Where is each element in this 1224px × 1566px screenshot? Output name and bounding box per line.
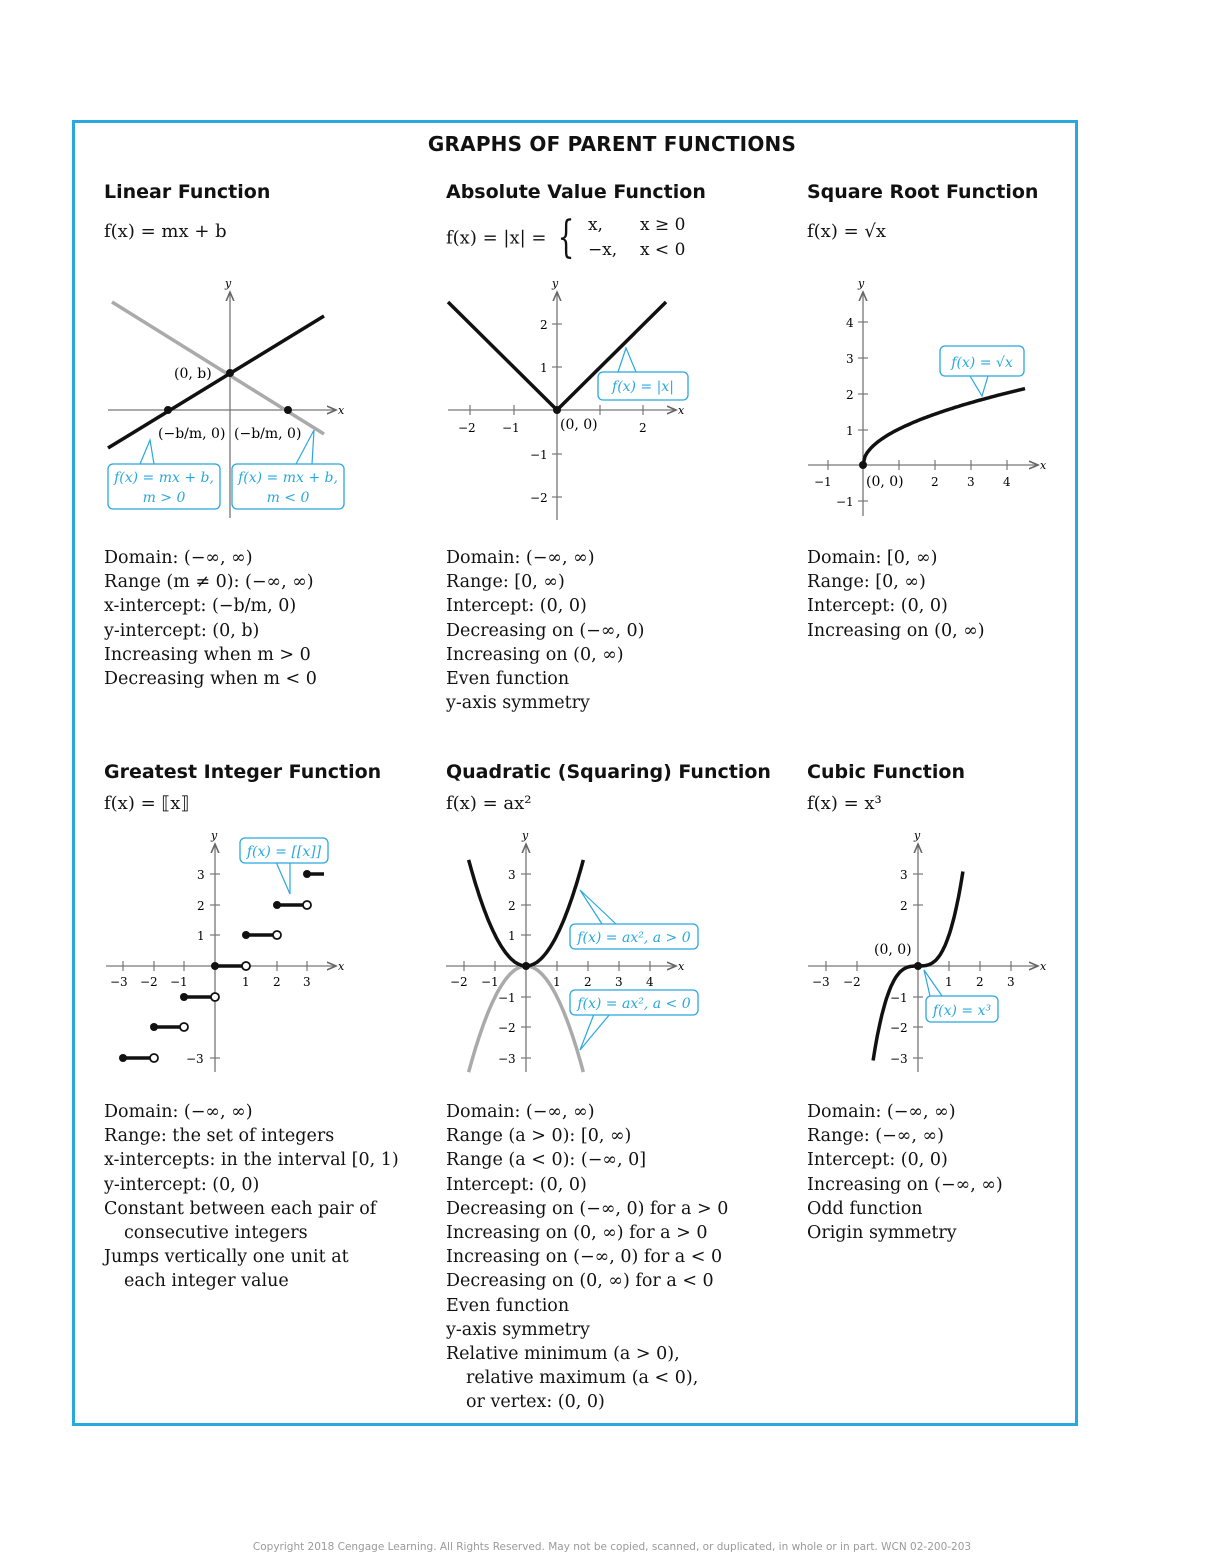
quadratic-prop: Intercept: (0, 0) (446, 1174, 587, 1195)
sqrt-tick-y: 3 (846, 352, 854, 366)
greatest-prop: Constant between each pair of (104, 1198, 377, 1219)
sqrt-formula: f(x) = √x (807, 221, 887, 242)
sqrt-prop: Range: [0, ∞) (807, 572, 926, 593)
greatest-prop: consecutive integers (124, 1223, 308, 1244)
cubic-tick-x: −3 (812, 975, 830, 989)
greatest-open-point (180, 1023, 188, 1031)
cubic-tick-y: −2 (890, 1021, 908, 1035)
cubic-prop: Intercept: (0, 0) (807, 1150, 948, 1171)
linear-callout-negative-line-2: m < 0 (266, 490, 310, 506)
greatest-tick-y: 3 (197, 868, 205, 882)
sqrt-tick-y: 1 (846, 424, 854, 438)
greatest-open-point (242, 962, 250, 970)
greatest-closed-point (150, 1023, 158, 1031)
linear-x-label: x (338, 404, 345, 417)
absolute-prop: Increasing on (0, ∞) (446, 644, 624, 665)
quadratic-tick-x: 3 (615, 975, 623, 989)
quadratic-y-label: y (522, 829, 529, 842)
greatest-formula: f(x) = ⟦x⟧ (104, 793, 190, 814)
cubic-callout-text: f(x) = x³ (932, 1003, 992, 1019)
sqrt-tick-y: −1 (836, 495, 854, 509)
cubic-prop: Origin symmetry (807, 1223, 957, 1244)
cubic-tick-x: 3 (1007, 975, 1015, 989)
cubic-tick-x: −2 (843, 975, 861, 989)
cubic-origin-point (914, 962, 922, 970)
linear-formula: f(x) = mx + b (104, 221, 227, 242)
greatest-callout-text: f(x) = [[x]] (246, 844, 322, 860)
quadratic-tick-y: −3 (498, 1052, 516, 1066)
cubic-prop: Increasing on (−∞, ∞) (807, 1174, 1003, 1195)
greatest-tick-x: 1 (242, 975, 250, 989)
absolute-graph (440, 276, 700, 524)
quadratic-tick-y: −2 (498, 1021, 516, 1035)
quadratic-section (446, 761, 771, 814)
greatest-x-label: x (338, 960, 345, 973)
absolute-heading: Absolute Value Function (446, 181, 706, 203)
greatest-open-point (273, 931, 281, 939)
linear-prop: y-intercept: (0, b) (104, 620, 260, 641)
greatest-closed-point (303, 870, 311, 878)
linear-prop: x-intercept: (−b/m, 0) (104, 596, 297, 617)
greatest-tick-y: 2 (197, 899, 205, 913)
greatest-heading: Greatest Integer Function (104, 761, 382, 783)
quadratic-prop: Domain: (−∞, ∞) (446, 1102, 595, 1122)
quadratic-callout-negative-text: f(x) = ax², a < 0 (577, 996, 691, 1012)
absolute-x-label: x (678, 404, 685, 417)
cubic-tick-y: −3 (890, 1052, 908, 1066)
sqrt-properties (807, 546, 985, 643)
sqrt-tick-y: 2 (846, 388, 854, 402)
greatest-tick-x: −3 (110, 975, 128, 989)
quadratic-callout-positive-text: f(x) = ax², a > 0 (577, 930, 691, 946)
linear-point-intercept-2 (284, 406, 292, 414)
page-title: GRAPHS OF PARENT FUNCTIONS (427, 132, 797, 156)
linear-callout-negative-line-1: f(x) = mx + b, (238, 470, 338, 486)
sqrt-curve (863, 389, 1025, 465)
greatest-tick-x: 3 (303, 975, 311, 989)
greatest-tick-x: −1 (170, 975, 188, 989)
greatest-tick-x: −2 (140, 975, 158, 989)
sqrt-graph (802, 276, 1052, 524)
linear-y-label: y (225, 277, 232, 290)
absolute-tick-y: −1 (530, 448, 548, 462)
greatest-graph (100, 828, 360, 1076)
quadratic-properties (446, 1100, 728, 1415)
cubic-origin-label: (0, 0) (874, 942, 912, 958)
quadratic-tick-x: 1 (553, 975, 561, 989)
quadratic-tick-x: −1 (481, 975, 499, 989)
linear-callout-positive-line-1: f(x) = mx + b, (114, 470, 214, 486)
quadratic-tick-x: −2 (450, 975, 468, 989)
sqrt-x-label: x (1040, 459, 1047, 472)
linear-point-b (226, 369, 234, 377)
sqrt-callout-text: f(x) = √x (951, 355, 1013, 371)
sqrt-origin-label: (0, 0) (866, 474, 904, 490)
absolute-tick-x: 2 (639, 421, 647, 435)
quadratic-formula: f(x) = ax² (446, 793, 532, 814)
absolute-tick-x: −1 (502, 421, 520, 435)
linear-prop: Increasing when m > 0 (104, 644, 311, 665)
sqrt-origin-point (859, 461, 867, 469)
cubic-x-label: x (1040, 960, 1047, 973)
absolute-prop: y-axis symmetry (446, 693, 590, 714)
cubic-formula: f(x) = x³ (807, 793, 882, 814)
sqrt-prop: Intercept: (0, 0) (807, 596, 948, 617)
quadratic-tick-y: 2 (508, 899, 516, 913)
quadratic-prop: Range (a > 0): [0, ∞) (446, 1126, 632, 1147)
absolute-properties (446, 546, 644, 715)
cubic-tick-x: 1 (945, 975, 953, 989)
absolute-piece-1-cond: x ≥ 0 (639, 215, 686, 235)
sqrt-prop: Domain: [0, ∞) (807, 548, 938, 568)
sqrt-prop: Increasing on (0, ∞) (807, 620, 985, 641)
linear-section (104, 181, 270, 242)
linear-heading: Linear Function (104, 181, 271, 203)
greatest-open-point (303, 901, 311, 909)
quadratic-x-label: x (678, 960, 685, 973)
sqrt-tick-x: 4 (1003, 475, 1011, 489)
cubic-graph (802, 828, 1052, 1076)
greatest-prop: Domain: (−∞, ∞) (104, 1102, 253, 1122)
absolute-formula (446, 213, 706, 263)
greatest-properties (104, 1100, 399, 1294)
sqrt-tick-x: 2 (931, 475, 939, 489)
absolute-callout-text: f(x) = |x| (612, 379, 674, 395)
linear-point-intercept-1 (164, 406, 172, 414)
greatest-prop: Jumps vertically one unit at (104, 1247, 349, 1268)
cubic-prop: Range: (−∞, ∞) (807, 1126, 944, 1147)
greatest-prop: Range: the set of integers (104, 1126, 335, 1147)
quadratic-tick-y: 1 (508, 929, 516, 943)
absolute-tick-x: −2 (458, 421, 476, 435)
quadratic-prop: Increasing on (0, ∞) for a > 0 (446, 1223, 708, 1244)
greatest-closed-point (180, 993, 188, 1001)
absolute-formula-brace: { (557, 212, 575, 263)
greatest-open-point (211, 993, 219, 1001)
quadratic-prop: or vertex: (0, 0) (466, 1392, 605, 1413)
linear-line-negative-slope (112, 302, 324, 434)
linear-prop: Domain: (−∞, ∞) (104, 548, 253, 568)
greatest-tick-x: 2 (273, 975, 281, 989)
greatest-section (104, 761, 381, 814)
cubic-tick-y: −1 (890, 991, 908, 1005)
sqrt-section (807, 181, 1038, 242)
quadratic-heading: Quadratic (Squaring) Function (446, 761, 771, 783)
greatest-closed-point (273, 901, 281, 909)
greatest-y-label: y (211, 829, 218, 842)
absolute-formula-lhs: f(x) = |x| = (446, 227, 547, 249)
absolute-prop: Intercept: (0, 0) (446, 596, 587, 617)
quadratic-graph (440, 828, 710, 1076)
greatest-closed-point (119, 1054, 127, 1062)
absolute-tick-y: 1 (540, 361, 548, 375)
absolute-prop: Decreasing on (−∞, 0) (446, 620, 645, 641)
linear-label-b: (0, b) (174, 366, 212, 382)
absolute-prop: Domain: (−∞, ∞) (446, 548, 595, 568)
absolute-vertex-point (553, 406, 561, 414)
linear-prop: Decreasing when m < 0 (104, 669, 317, 690)
absolute-piece-2-expr: −x, (587, 240, 618, 260)
greatest-tick-y: 1 (197, 929, 205, 943)
greatest-closed-point (211, 962, 219, 970)
quadratic-prop: relative maximum (a < 0), (466, 1368, 699, 1389)
greatest-open-point (150, 1054, 158, 1062)
sqrt-tick-y: 4 (846, 316, 854, 330)
cubic-y-label: y (914, 829, 921, 842)
quadratic-tick-y: 3 (508, 868, 516, 882)
quadratic-prop: y-axis symmetry (446, 1319, 590, 1340)
cubic-properties (807, 1100, 1003, 1245)
greatest-prop: y-intercept: (0, 0) (104, 1174, 260, 1195)
quadratic-tick-y: −1 (498, 991, 516, 1005)
greatest-prop: x-intercepts: in the interval [0, 1) (104, 1150, 399, 1171)
sqrt-heading: Square Root Function (807, 181, 1039, 203)
absolute-tick-y: 2 (540, 318, 548, 332)
absolute-formula-pieces (588, 213, 685, 263)
cubic-section (807, 761, 965, 814)
sqrt-tick-x: −1 (814, 475, 832, 489)
linear-label-intercept-2: (−b/m, 0) (234, 426, 302, 442)
linear-callout-positive-line-2: m > 0 (142, 490, 186, 506)
linear-prop: Range (m ≠ 0): (−∞, ∞) (104, 572, 314, 593)
absolute-prop: Range: [0, ∞) (446, 572, 565, 593)
quadratic-prop: Increasing on (−∞, 0) for a < 0 (446, 1247, 723, 1268)
absolute-piece-2-cond: x < 0 (639, 240, 686, 260)
sqrt-tick-x: 3 (967, 475, 975, 489)
quadratic-vertex-point (522, 962, 530, 970)
quadratic-prop: Range (a < 0): (−∞, 0] (446, 1150, 647, 1171)
greatest-tick-y: −3 (186, 1052, 204, 1066)
cubic-prop: Odd function (807, 1198, 923, 1219)
cubic-tick-y: 3 (900, 868, 908, 882)
absolute-origin-label: (0, 0) (560, 417, 598, 433)
quadratic-prop: Decreasing on (0, ∞) for a < 0 (446, 1271, 714, 1292)
greatest-closed-point (242, 931, 250, 939)
quadratic-tick-x: 4 (646, 975, 654, 989)
cubic-prop: Domain: (−∞, ∞) (807, 1102, 956, 1122)
linear-properties (104, 546, 317, 691)
absolute-piece-1-expr: x, (587, 215, 603, 235)
linear-label-intercept-1: (−b/m, 0) (158, 426, 226, 442)
greatest-prop: each integer value (124, 1271, 289, 1292)
absolute-prop: Even function (446, 669, 570, 690)
quadratic-prop: Decreasing on (−∞, 0) for a > 0 (446, 1198, 729, 1219)
cubic-heading: Cubic Function (807, 761, 965, 783)
absolute-section (446, 181, 706, 263)
absolute-tick-y: −2 (530, 491, 548, 505)
absolute-y-label: y (552, 277, 559, 290)
cubic-tick-y: 2 (900, 899, 908, 913)
linear-graph (100, 276, 360, 524)
sqrt-y-label: y (858, 277, 865, 290)
quadratic-prop: Relative minimum (a > 0), (446, 1344, 680, 1365)
cubic-tick-x: 2 (976, 975, 984, 989)
copyright-notice: Copyright 2018 Cengage Learning. All Rights Reserved. May not be copied, scanned, or duplicated, in whole or in part. WCN 02-200-203 (252, 1541, 972, 1553)
quadratic-prop: Even function (446, 1295, 570, 1316)
quadratic-tick-x: 2 (584, 975, 592, 989)
